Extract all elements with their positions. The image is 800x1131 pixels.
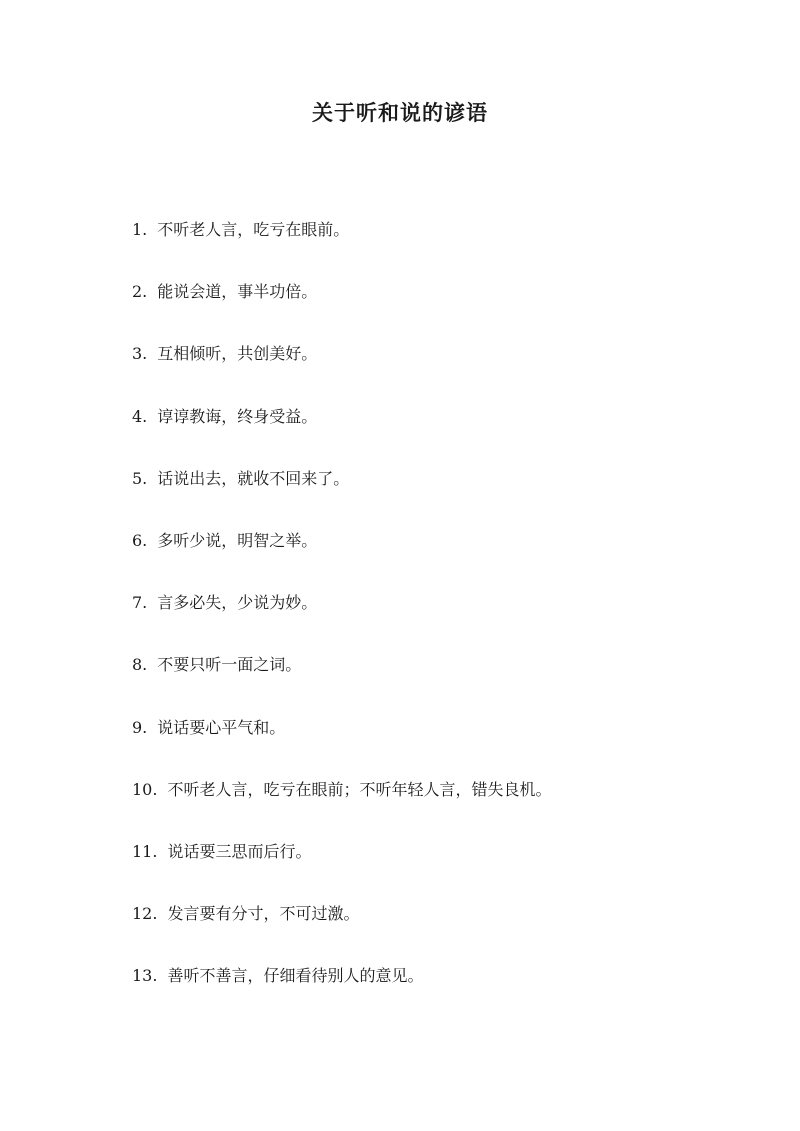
item-number: 5. <box>132 468 148 488</box>
list-item <box>132 899 752 961</box>
item-number: 6. <box>132 530 148 550</box>
list-item <box>132 277 752 339</box>
item-number: 2. <box>132 282 148 302</box>
item-text: 互相倾听，共创美好。 <box>157 344 318 364</box>
item-number: 3. <box>132 344 148 364</box>
item-number: 9. <box>132 717 148 737</box>
item-text: 能说会道，事半功倍。 <box>157 282 318 302</box>
item-number: 12. <box>132 904 158 924</box>
proverb-list <box>132 215 752 1023</box>
document-title: 关于听和说的谚语 <box>312 100 488 125</box>
list-item <box>132 837 752 899</box>
list-item <box>132 402 752 464</box>
list-item <box>132 339 752 401</box>
item-text: 多听少说，明智之举。 <box>157 530 318 550</box>
item-text: 不听老人言，吃亏在眼前；不听年轻人言，错失良机。 <box>167 779 552 799</box>
item-number: 8. <box>132 655 148 675</box>
item-number: 7. <box>132 593 148 613</box>
item-text: 说话要三思而后行。 <box>167 841 312 861</box>
list-item <box>132 713 752 775</box>
list-item <box>132 961 752 1023</box>
item-text: 言多必失，少说为妙。 <box>157 593 318 613</box>
item-number: 1. <box>132 220 148 239</box>
list-item <box>132 775 752 837</box>
item-text: 善听不善言，仔细看待别人的意见。 <box>167 966 424 986</box>
item-number: 4. <box>132 406 148 426</box>
list-item <box>132 588 752 650</box>
item-text: 不听老人言，吃亏在眼前。 <box>157 220 350 239</box>
item-text: 话说出去，就收不回来了。 <box>157 468 350 488</box>
item-text: 发言要有分寸，不可过激。 <box>167 904 360 924</box>
item-text: 谆谆教诲，终身受益。 <box>157 406 318 426</box>
item-text: 不要只听一面之词。 <box>157 655 302 675</box>
item-number: 13. <box>132 966 158 986</box>
list-item <box>132 650 752 712</box>
item-number: 11. <box>132 841 158 861</box>
list-item <box>132 464 752 526</box>
item-text: 说话要心平气和。 <box>157 717 286 737</box>
item-number: 10. <box>132 779 158 799</box>
list-item <box>132 215 752 277</box>
list-item <box>132 526 752 588</box>
